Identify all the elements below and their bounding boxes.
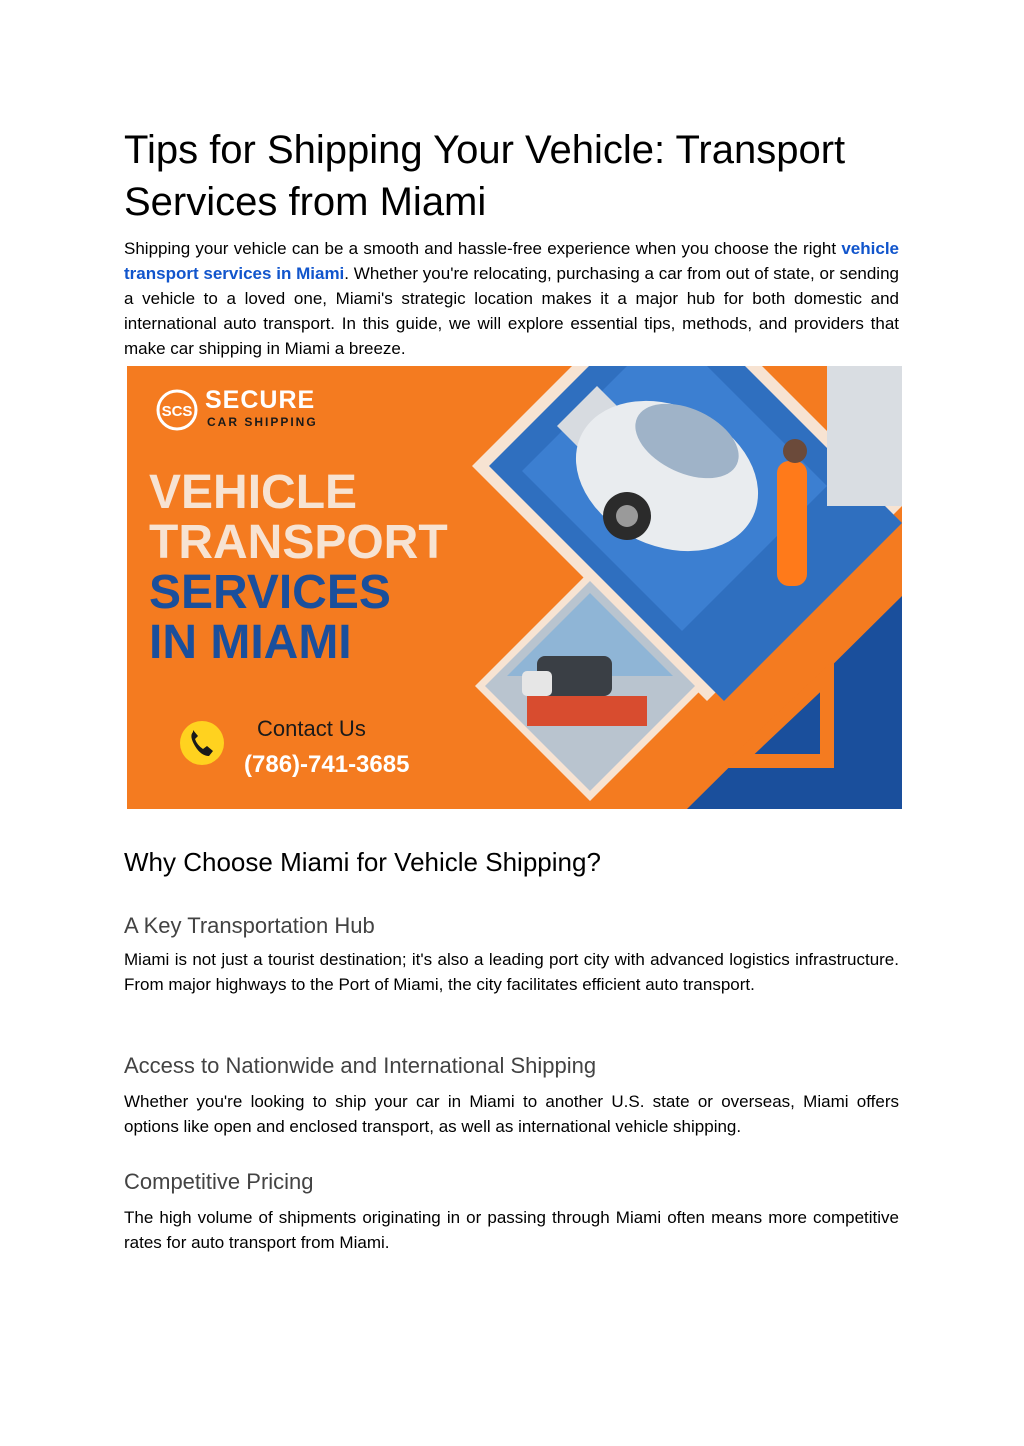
worker-head [783,439,807,463]
contact-phone: (786)-741-3685 [244,751,410,778]
logo-line-car-shipping: CAR SHIPPING [207,415,318,429]
car-hubcap [616,505,638,527]
contact-label: Contact Us [257,716,366,741]
subsection-text-access: Whether you're looking to ship your car in Miami to another U.S. state or overseas, Miami offers options like open and enclosed transport, as well as international vehicle shipping. [124,1092,899,1136]
section-heading: Why Choose Miami for Vehicle Shipping? [124,847,601,877]
headline-transport: TRANSPORT [149,516,448,569]
banner-graphic [127,366,902,809]
logo-mark: SCS [161,403,193,420]
subsection-heading-access: Access to Nationwide and International Shipping [124,1053,597,1078]
subsection-heading-pricing: Competitive Pricing [124,1169,314,1194]
intro-text-after: . Whether you're relocating, purchasing a car from out of state, or sending a vehicle to a loved one, Miami's strategic location makes it a major hub for both domestic and international auto transport. In this guide, we will explore essential tips, methods, and providers that make car shipping in Miami a breeze. [124,264,899,358]
hauler-truck [527,696,647,726]
logo-line-secure: SECURE [205,386,316,414]
headline-services: SERVICES [149,566,391,619]
intro-paragraph [124,236,899,361]
subsection-text-pricing: The high volume of shipments originating in or passing through Miami often means more competitive rates for auto transport from Miami. [124,1208,899,1252]
background-car [827,366,902,506]
phone-icon [180,721,224,765]
intro-text-before: Shipping your vehicle can be a smooth and hassle-free experience when you choose the right [124,239,842,258]
page-title: Tips for Shipping Your Vehicle: Transport Services from Miami [124,128,846,224]
promo-banner-image [127,366,902,809]
headline-in-miami: IN MIAMI [149,616,352,669]
hauler-car-white [522,671,552,696]
headline-vehicle: VEHICLE [149,466,358,519]
subsection-text-hub: Miami is not just a tourist destination; it's also a leading port city with advanced logistics infrastructure. From major highways to the Port of Miami, the city facilitates efficient auto transport. [124,950,899,994]
subsection-heading-hub: A Key Transportation Hub [124,913,375,938]
vehicle-transport-link[interactable]: vehicle transport services in Miami [124,239,899,283]
worker-figure [777,461,807,586]
